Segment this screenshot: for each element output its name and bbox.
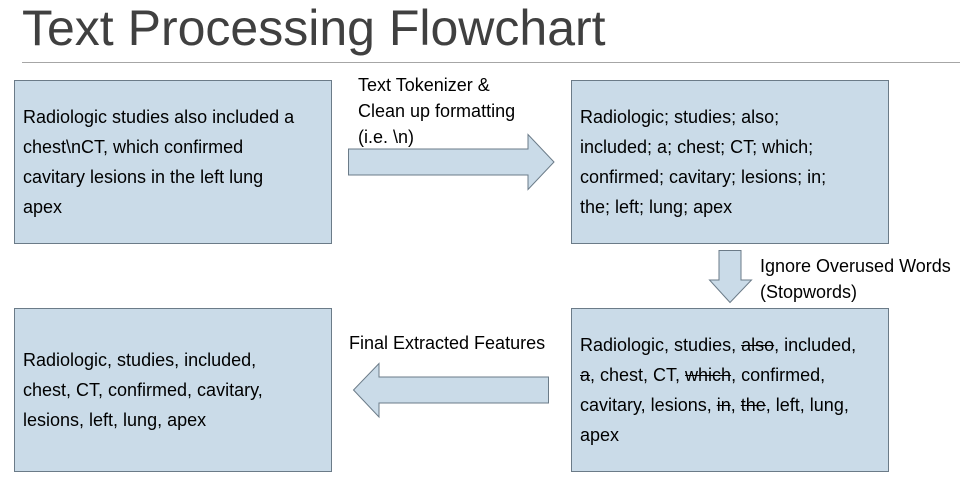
- kept-words: , confirmed,: [731, 365, 826, 385]
- final-line: Radiologic, studies, included,: [23, 350, 257, 370]
- input-text-box: [14, 80, 332, 244]
- final-features-box: [14, 308, 332, 472]
- kept-words: apex: [580, 425, 620, 445]
- tokenized-text-box: [571, 80, 889, 244]
- token-line: confirmed; cavitary; lesions; in;: [580, 167, 827, 187]
- input-line: apex: [23, 197, 63, 217]
- arrow-down-shape: [710, 251, 752, 303]
- arrow-left: [353, 363, 551, 419]
- arrow-down: [709, 250, 753, 304]
- stopwords-label-line: Ignore Overused Words: [760, 256, 951, 276]
- stopword-removed: also: [741, 335, 775, 355]
- stopwords-label-line: (Stopwords): [760, 282, 858, 302]
- title-divider: [22, 62, 960, 63]
- input-line: cavitary lesions in the left lung: [23, 167, 264, 187]
- final-features-label: Final Extracted Features: [349, 333, 546, 353]
- tokenizer-label-line: (i.e. \n): [358, 127, 415, 147]
- token-line: included; a; chest; CT; which;: [580, 137, 814, 157]
- stopword-removed: a: [580, 365, 591, 385]
- kept-words: , left, lung,: [765, 395, 849, 415]
- kept-words: ,: [730, 395, 741, 415]
- final-line: lesions, left, lung, apex: [23, 410, 207, 430]
- stopword-removed: which: [685, 365, 732, 385]
- token-line: Radiologic; studies; also;: [580, 107, 780, 127]
- tokenizer-label: [358, 72, 515, 150]
- kept-words: , chest, CT,: [590, 365, 686, 385]
- stopword-removed: the: [740, 395, 766, 415]
- input-line: chest\nCT, which confirmed: [23, 137, 244, 157]
- token-line: the; left; lung; apex: [580, 197, 733, 217]
- stopword-removed: in: [716, 395, 731, 415]
- final-line: chest, CT, confirmed, cavitary,: [23, 380, 263, 400]
- input-line: Radiologic studies also included a: [23, 107, 295, 127]
- arrow-left-shape: [354, 364, 549, 418]
- filtered-text-box: [571, 308, 889, 472]
- page-title: Text Processing Flowchart: [22, 0, 606, 56]
- stopwords-label: [760, 253, 951, 305]
- tokenizer-label-line: Clean up formatting: [358, 101, 516, 121]
- tokenizer-label-line: Text Tokenizer &: [358, 75, 490, 95]
- kept-words: Radiologic, studies,: [580, 335, 742, 355]
- kept-words: cavitary, lesions,: [580, 395, 717, 415]
- kept-words: , included,: [774, 335, 857, 355]
